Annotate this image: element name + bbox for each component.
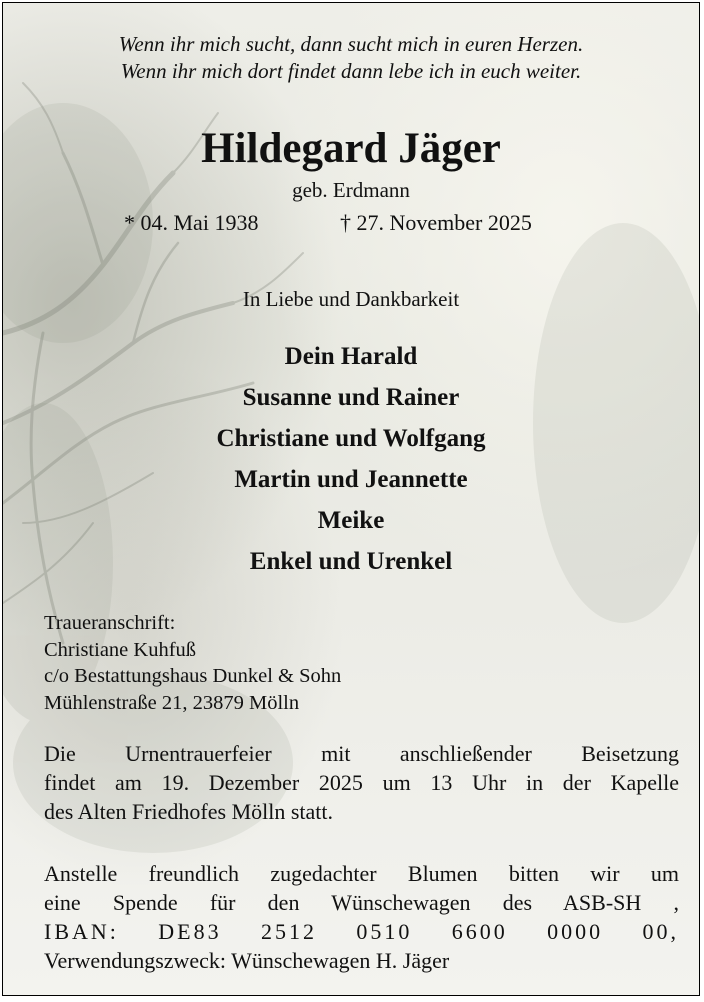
quote-line: Wenn ihr mich sucht, dann sucht mich in euren Herzen. [118,32,584,56]
donation-line: eine Spende für den Wünschewagen des ASB-SH , [44,890,679,915]
maiden-name: geb. Erdmann [292,178,410,202]
iban-line: IBAN: DE83 2512 0510 6600 0000 00, [44,919,679,944]
mourners-intro: In Liebe und Dankbarkeit [242,287,460,311]
donation-notice [44,859,679,975]
mourner-name: Martin und Jeannette [234,466,468,493]
deceased-name: Hildegard Jäger [201,125,501,172]
memorial-quote [3,31,699,85]
birth-date: * 04. Mai 1938 [124,210,259,235]
mourner-name: Enkel und Urenkel [249,548,453,575]
mourner-name: Christiane und Wolfgang [216,425,486,452]
quote-line: Wenn ihr mich dort findet dann lebe ich in euch weiter. [120,59,582,83]
address-line: Mühlenstraße 21, 23879 Mölln [44,691,300,714]
mourner-name: Susanne und Rainer [242,384,460,411]
mourners-list [3,336,699,582]
address-label: Traueranschrift: [44,612,176,634]
ceremony-line: findet am 19. Dezember 2025 um 13 Uhr in der Kapelle [44,770,679,795]
death-date: † 27. November 2025 [340,210,532,235]
address-line: Christiane Kuhfuß [44,638,197,661]
address-line: c/o Bestattungshaus Dunkel & Sohn [44,665,342,687]
obituary-card [2,2,700,996]
ceremony-line: des Alten Friedhofes Mölln statt. [44,799,334,824]
mourner-name: Dein Harald [284,343,418,370]
donation-line: Anstelle freundlich zugedachter Blumen bitten wir um [44,861,679,886]
ceremony-notice [44,739,679,826]
donation-line: Verwendungszweck: Wünschewagen H. Jäger [44,948,450,973]
mourner-name: Meike [317,507,385,534]
mourning-address [44,610,341,716]
ceremony-line: Die Urnentrauerfeier mit anschließender Beisetzung [44,741,679,766]
